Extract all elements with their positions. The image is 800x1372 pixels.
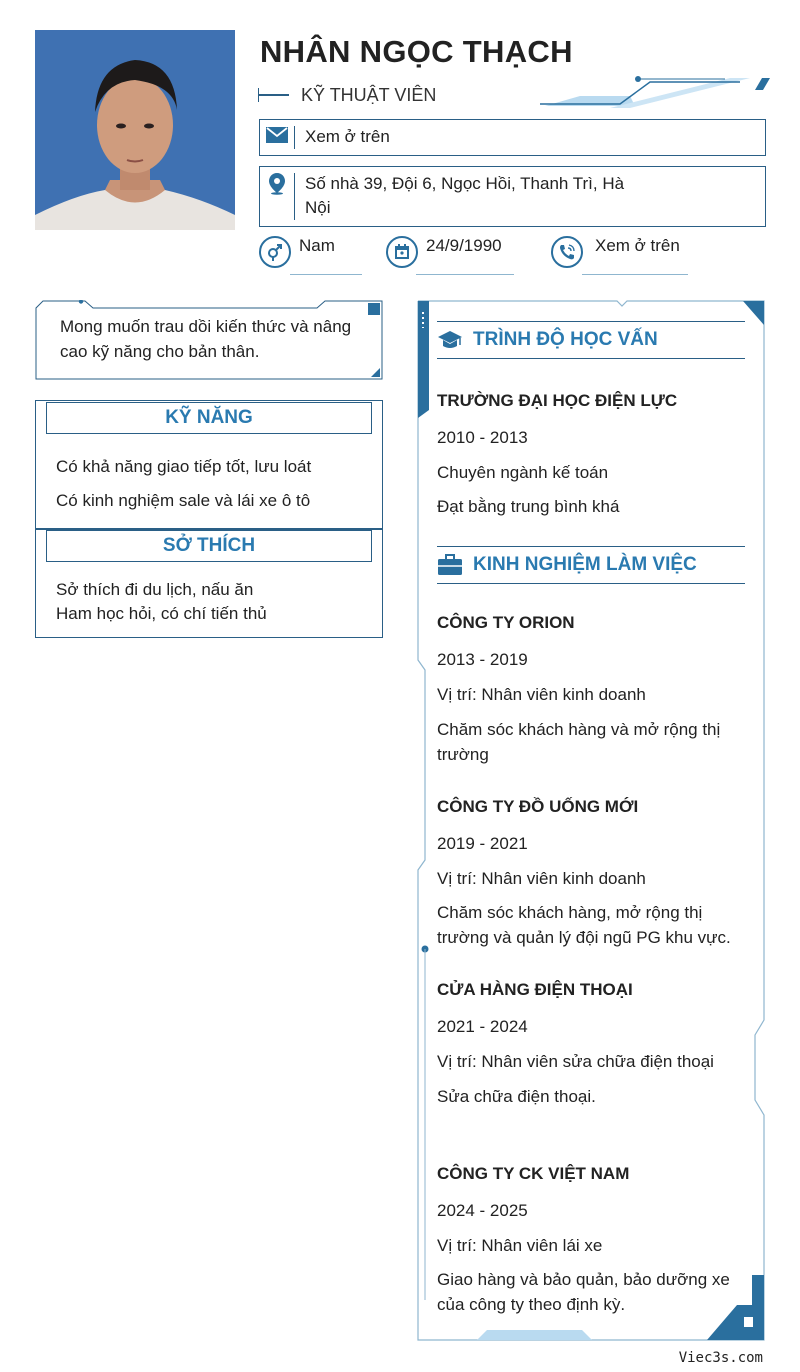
- birthday-value: 24/9/1990: [426, 236, 502, 255]
- job-position: Vị trí: Nhân viên kinh doanh: [437, 685, 646, 704]
- job-title-row: [258, 82, 436, 108]
- job-period: 2019 - 2021: [437, 834, 528, 853]
- email-value: Xem ở trên: [305, 127, 390, 146]
- education-grade: Đạt bằng trung bình khá: [437, 497, 620, 516]
- job-company: CÔNG TY ĐỒ UỐNG MỚI: [437, 797, 639, 816]
- job-description: Sửa chữa điện thoại.: [437, 1087, 596, 1106]
- gender-underline: [290, 274, 362, 275]
- calendar-icon: [386, 236, 418, 268]
- footer-watermark: Viec3s.com: [678, 1350, 763, 1366]
- birthday-item: [386, 236, 502, 268]
- hobbies-section: [35, 528, 383, 638]
- candidate-name: NHÂN NGỌC THẠCH: [260, 34, 573, 69]
- gender-value: Nam: [299, 236, 335, 255]
- skills-heading: KỸ NĂNG: [46, 402, 372, 434]
- hobby-item: Sở thích đi du lịch, nấu ăn: [56, 580, 254, 599]
- job-company: CỬA HÀNG ĐIỆN THOẠI: [437, 980, 633, 999]
- education-heading: TRÌNH ĐỘ HỌC VẤN: [473, 329, 658, 350]
- skills-section: [35, 400, 383, 530]
- education-heading-row: [437, 321, 745, 359]
- circuit-decoration: [540, 74, 770, 114]
- education-school: TRƯỜNG ĐẠI HỌC ĐIỆN LỰC: [437, 391, 678, 410]
- skill-item: Có khả năng giao tiếp tốt, lưu loát: [56, 457, 312, 476]
- mail-icon: [266, 127, 288, 143]
- education-major: Chuyên ngành kế toán: [437, 463, 609, 482]
- job-period: 2013 - 2019: [437, 650, 528, 669]
- experience-heading-row: [437, 546, 745, 584]
- phone-item: [551, 236, 680, 268]
- graduation-cap-icon: [437, 330, 463, 350]
- job-description: Chăm sóc khách hàng và mở rộng thị trường: [437, 720, 721, 764]
- gender-item: [259, 236, 335, 268]
- job-company: CÔNG TY ORION: [437, 613, 575, 632]
- job-description: Giao hàng và bảo quản, bảo dưỡng xe của công ty theo định kỳ.: [437, 1270, 730, 1314]
- address-value: Số nhà 39, Đội 6, Ngọc Hồi, Thanh Trì, Hà Nội: [305, 174, 625, 217]
- phone-icon: [551, 236, 583, 268]
- location-pin-icon: [268, 173, 286, 195]
- gender-icon: [259, 236, 291, 268]
- title-accent-line: [258, 88, 291, 102]
- profile-photo: [35, 30, 235, 230]
- education-period: 2010 - 2013: [437, 428, 528, 447]
- address-row: [259, 166, 766, 227]
- briefcase-icon: [437, 554, 463, 576]
- experience-heading: KINH NGHIỆM LÀM VIỆC: [473, 554, 697, 575]
- hobby-item: Ham học hỏi, có chí tiến thủ: [56, 604, 267, 623]
- birthday-underline: [416, 274, 514, 275]
- main-column: [417, 300, 764, 1340]
- skill-item: Có kinh nghiệm sale và lái xe ô tô: [56, 491, 311, 510]
- job-company: CÔNG TY CK VIỆT NAM: [437, 1164, 630, 1183]
- job-title: KỸ THUẬT VIÊN: [301, 84, 437, 105]
- objective-box: [35, 300, 381, 378]
- job-position: Vị trí: Nhân viên lái xe: [437, 1236, 603, 1255]
- email-row: [259, 119, 766, 156]
- job-period: 2021 - 2024: [437, 1017, 528, 1036]
- job-position: Vị trí: Nhân viên kinh doanh: [437, 869, 646, 888]
- job-period: 2024 - 2025: [437, 1201, 528, 1220]
- phone-value: Xem ở trên: [595, 236, 680, 255]
- objective-text: Mong muốn trau dồi kiến thức và nâng cao kỹ năng cho bản thân.: [60, 317, 352, 361]
- job-description: Chăm sóc khách hàng, mở rộng thị trường và quản lý đội ngũ PG khu vực.: [437, 903, 731, 947]
- hobbies-heading: SỞ THÍCH: [46, 530, 372, 562]
- job-position: Vị trí: Nhân viên sửa chữa điện thoại: [437, 1052, 714, 1071]
- phone-underline: [582, 274, 688, 275]
